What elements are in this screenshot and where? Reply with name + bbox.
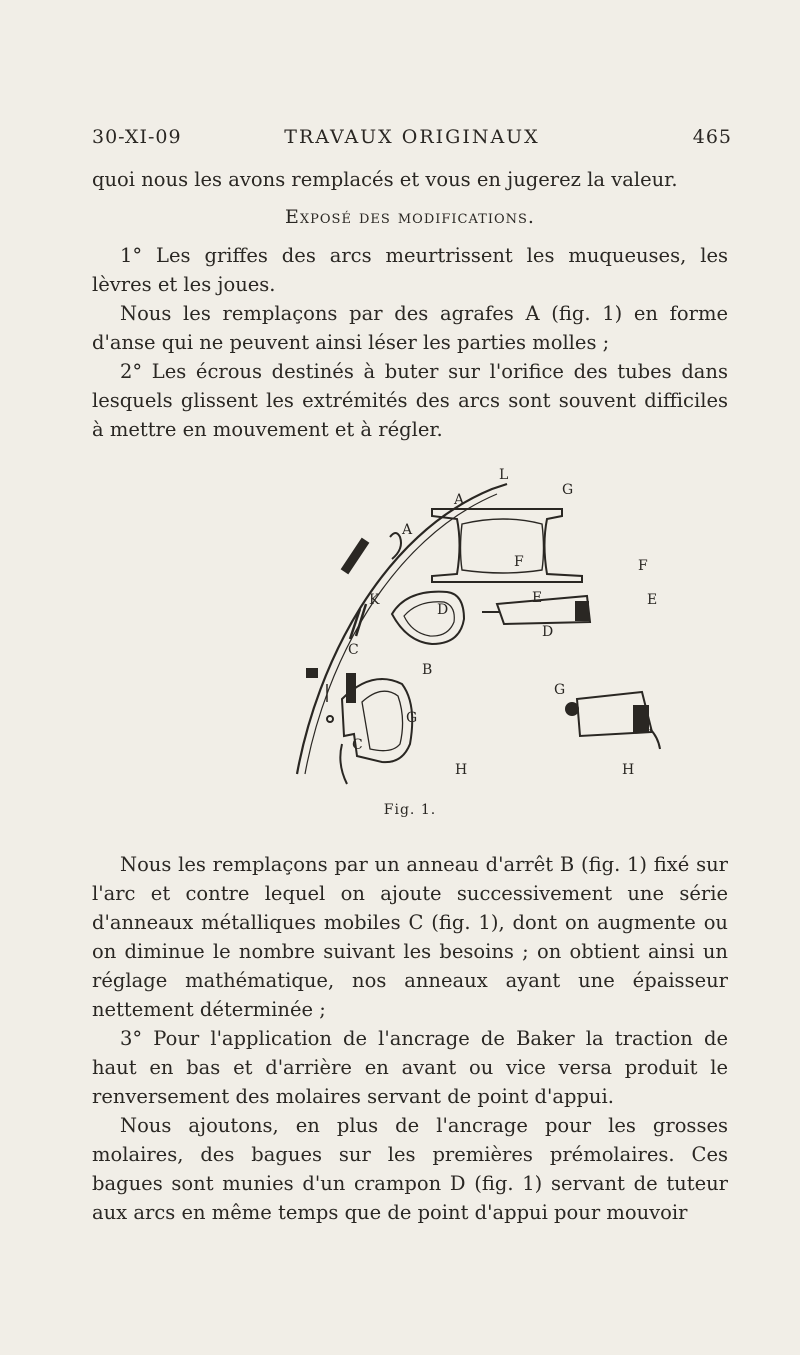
figure-caption: Fig. 1.	[383, 802, 437, 818]
piece-a	[342, 539, 368, 573]
paragraph-ecrous: 2° Les écrous destinés à buter sur l'orifice des tubes dans lesquels glissent les extrémités des arcs sont souvent difficiles à mettre en mouvement et à régler.	[92, 360, 728, 441]
label-c-top: C	[348, 642, 359, 658]
label-e-ring: E	[532, 590, 543, 606]
hook-h	[340, 744, 347, 784]
ring-b	[307, 669, 317, 677]
paragraph-agrafes: Nous les remplaçons par des agrafes A (fig. 1) en forme d'anse qui ne peuvent ainsi léser les parties molles ;	[92, 302, 728, 354]
label-b: B	[422, 662, 433, 678]
ring-c-bottom	[327, 716, 333, 722]
band-g-top	[432, 509, 582, 582]
band-g-lower-inner	[362, 691, 403, 750]
tube-h-ring	[566, 703, 578, 715]
page-number: 465	[692, 126, 732, 148]
label-f-right: F	[638, 558, 648, 574]
label-d-ring: D	[437, 602, 449, 618]
paragraph-anneau: Nous les remplaçons par un anneau d'arrêt B (fig. 1) fixé sur l'arc et contre lequel on ajoute successivement une série d'anneaux métalliques mobiles C (fig. 1), dont on augmente ou on diminue le nombre suivant les besoins ; on obtient ainsi un réglage mathématique, nos anneaux ayant une épaisseur nettement déterminée ;	[92, 853, 728, 1021]
label-d-tube: D	[542, 624, 554, 640]
label-c-bottom: C	[352, 737, 363, 753]
tube-h-tail	[650, 729, 660, 749]
intro-paragraph: quoi nous les avons remplacés et vous en jugerez la valeur.	[92, 168, 678, 191]
label-g-top: G	[562, 482, 574, 498]
upper-text-block	[92, 165, 728, 824]
label-g-ring: G	[406, 710, 418, 726]
arch-wire-inner	[305, 494, 497, 774]
label-e-tube: E	[647, 592, 658, 608]
label-k: K	[369, 592, 380, 608]
paragraph-bagues: Nous ajoutons, en plus de l'ancrage pour les grosses molaires, des bagues sur les premières prémolaires. Ces bagues sont munies d'un crampon D (fig. 1) servant de tuteur aux arcs en même temps que de point d'appui pour mouvoir	[92, 1114, 728, 1224]
label-f-left: F	[514, 554, 524, 570]
label-g-tube: G	[554, 682, 566, 698]
label-h-tube: H	[622, 762, 635, 778]
band-g-top-inner	[461, 519, 544, 573]
label-h-ring: H	[455, 762, 468, 778]
label-a-left: A	[402, 522, 413, 538]
header-journal-section: TRAVAUX ORIGINAUX	[284, 126, 540, 148]
paragraph-baker: 3° Pour l'application de l'ancrage de Baker la traction de haut en bas et d'arrière en avant ou vice versa produit le renversement des molaires servant de point d'appui.	[92, 1027, 728, 1108]
tube-h-end	[634, 706, 648, 732]
paragraph-griffes: 1° Les griffes des arcs meurtrissent les muqueuses, les lèvres et les joues.	[92, 244, 728, 296]
lower-text-block	[92, 850, 728, 1227]
running-head	[92, 126, 732, 156]
label-a-top: A	[454, 492, 465, 508]
header-date: 30-XI-09	[92, 126, 182, 148]
figure-1-drawing	[242, 444, 682, 789]
section-title: Exposé des modifications.	[285, 206, 535, 228]
figure-1	[92, 444, 728, 824]
tube-d-end	[576, 602, 588, 620]
label-l: L	[499, 467, 509, 483]
